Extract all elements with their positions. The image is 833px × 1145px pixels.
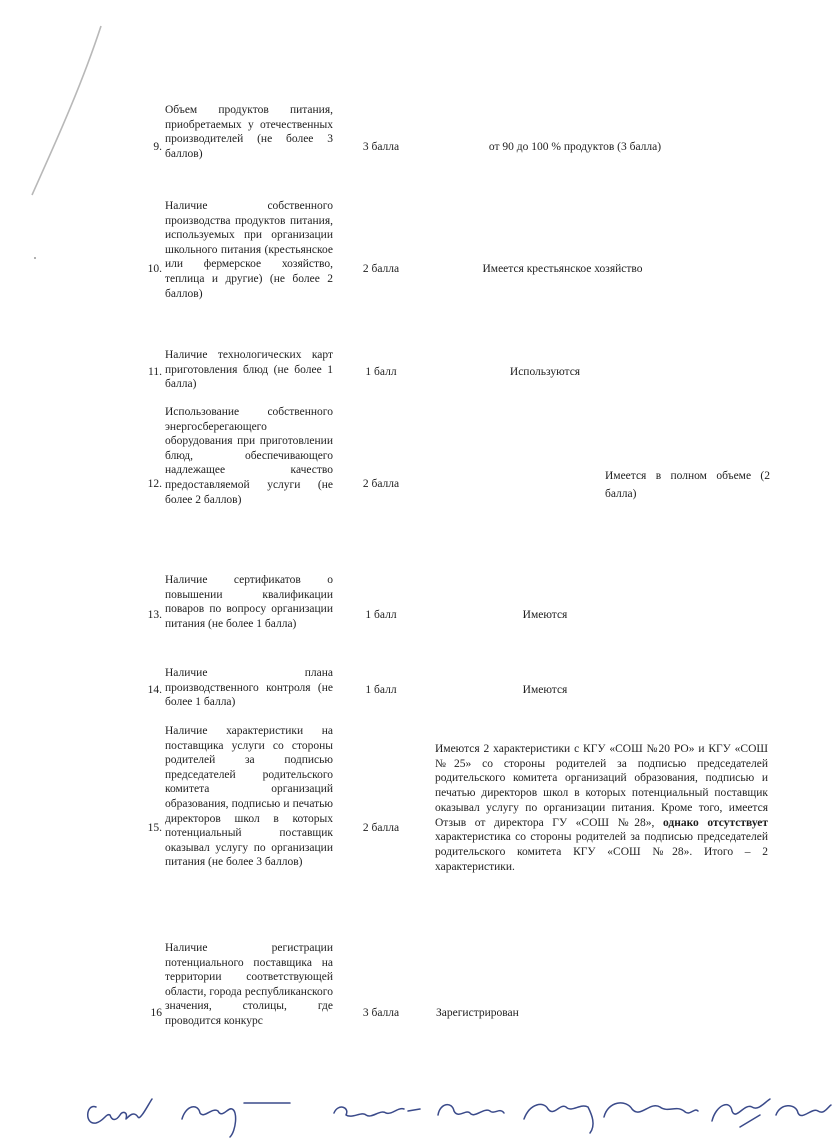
signature xyxy=(182,1103,290,1137)
score-value: 1 балл xyxy=(365,609,397,621)
score-value: 1 балл xyxy=(365,684,397,696)
signature xyxy=(712,1099,770,1127)
result-text-part: характеристика со стороны родителей за подписью председателей родительского комитета КГУ «СОШ №28». Итого – 2 характеристики. xyxy=(435,831,768,873)
signature xyxy=(524,1104,593,1133)
result-text: Имеются xyxy=(522,609,568,621)
result-text xyxy=(435,742,768,874)
score-value: 2 балла xyxy=(362,822,400,834)
score-value: 3 балла xyxy=(362,1007,400,1019)
result-text: Имеются xyxy=(522,684,568,696)
result-text: Имеется крестьянское хозяйство xyxy=(482,263,643,275)
signatures xyxy=(0,1085,833,1145)
row-number: 16 xyxy=(150,1007,162,1019)
result-text: Имеется в полном объеме (2 балла) xyxy=(605,470,770,500)
signature xyxy=(438,1105,504,1115)
criterion-text: Использование собственного энергосберегающего оборудования при приготовлении блюд, обеспечивающего надлежащее качество предоставляемой услуги (не более 2 баллов) xyxy=(165,406,333,506)
criterion-text: Наличие сертификатов о повышении квалификации поваров по вопросу организации питания (не более 1 балла) xyxy=(165,574,333,630)
result-text-part: Имеются 2 характеристики с КГУ «СОШ №20 РО» и КГУ «СОШ №25» со стороны родителей за подписью председателей родительского комитета организаций образования, подписью и печатью директоров школ в которых потенциальный поставщик оказывал услугу по организации питания. Кроме того, имеется Отзыв от директора ГУ «СОШ №28», xyxy=(435,743,768,829)
criterion-text: Наличие плана производственного контроля (не более 1 балла) xyxy=(165,667,333,709)
score-value: 2 балла xyxy=(362,478,400,490)
result-text: Зарегистрирован xyxy=(436,1007,519,1019)
criterion-text: Наличие регистрации потенциального поставщика на территории соответствующей области, города республиканского значения, столицы, где проводится конкурс xyxy=(165,942,333,1027)
signature xyxy=(604,1103,698,1117)
result-text: от 90 до 100 % продуктов (3 балла) xyxy=(488,141,662,153)
row-number: 12. xyxy=(147,478,162,490)
row-number: 15. xyxy=(147,822,162,834)
result-text-emphasis: однако отсутствует xyxy=(662,816,768,829)
score-value: 2 балла xyxy=(362,263,400,275)
signature xyxy=(334,1107,420,1116)
row-number: 14. xyxy=(147,684,162,696)
criterion-text: Наличие собственного производства продуктов питания, используемых при организации школьного питания (крестьянское или фермерское хозяйство, теплица и другие) (не более 2 баллов) xyxy=(165,200,333,300)
result-text: Используются xyxy=(509,366,581,378)
row-number: 11. xyxy=(148,366,162,378)
criterion-text: Наличие технологических карт приготовления блюд (не более 1 балла) xyxy=(165,349,333,391)
score-value: 3 балла xyxy=(362,141,400,153)
score-value: 1 балл xyxy=(365,366,397,378)
row-number: 9. xyxy=(153,141,162,153)
signature xyxy=(776,1105,831,1116)
row-number: 13. xyxy=(147,609,162,621)
scan-margin-line xyxy=(0,0,120,280)
row-number: 10. xyxy=(147,263,162,275)
criterion-text: Наличие характеристики на поставщика услуги со стороны родителей за подписью председателей родительского комитета организаций образования, подписью и печатью директоров школ в которых потенциальный поставщик оказывал услугу по организации питания (не более 3 баллов) xyxy=(165,725,333,869)
signature xyxy=(88,1099,152,1123)
criterion-text: Объем продуктов питания, приобретаемых у отечественных производителей (не более 3 баллов) xyxy=(165,104,333,160)
